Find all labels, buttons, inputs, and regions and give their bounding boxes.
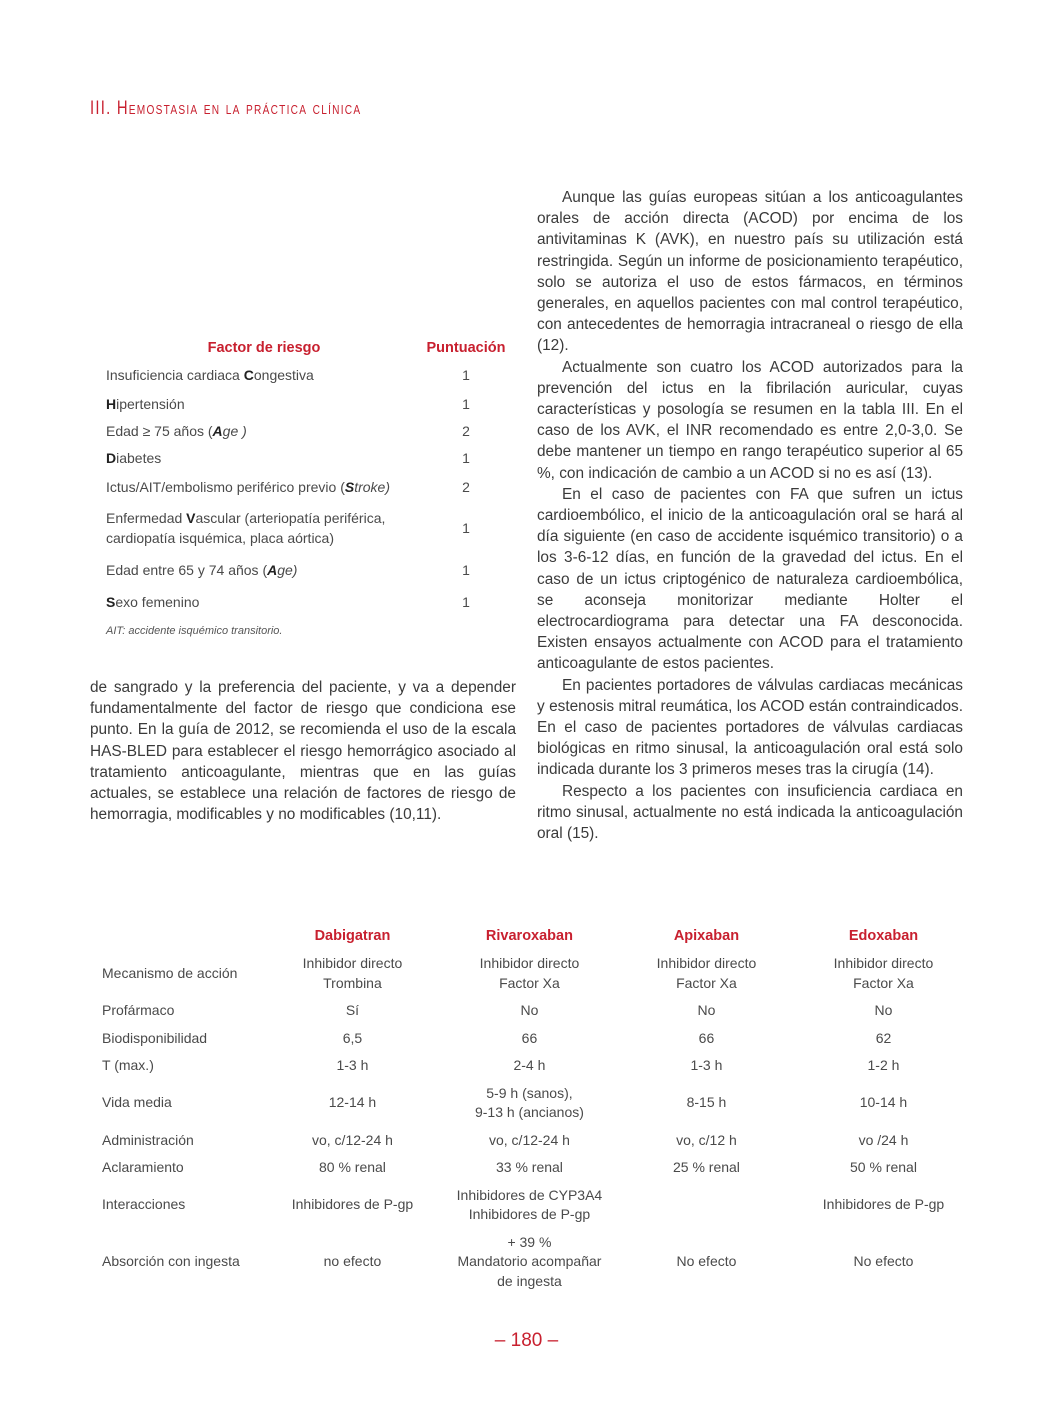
drug-cell: 10-14 h [859,1094,908,1111]
drug-table-row [92,1154,972,1182]
risk-score: 1 [462,520,470,536]
drug-cell: Inhibidor directo Factor Xa [656,955,757,991]
drug-cell: 1-3 h [336,1057,369,1073]
risk-row [96,360,516,390]
page-number: – 180 – [494,1330,559,1351]
risk-row [96,554,516,586]
risk-header-factor: Factor de riesgo [207,340,321,356]
drug-cell: no efecto [323,1253,382,1269]
drug-cell: Sí [345,1002,360,1018]
drug-row-label: Absorción con ingesta [102,1253,240,1269]
drug-cell: No [874,1002,893,1018]
risk-factor-label: Sexo femenino [106,593,200,610]
risk-factor-label: Ictus/AIT/embolismo periférico previo (Stroke) [106,478,390,495]
risk-score: 1 [462,367,470,383]
drug-cell: + 39 % Mandatorio acompañar de ingesta [457,1233,602,1289]
drug-cell: 50 % renal [850,1159,917,1175]
drug-header-empty [92,922,264,950]
drug-cell: 33 % renal [495,1159,563,1175]
risk-score: 1 [462,449,470,466]
risk-factor-label: Insuficiencia cardiaca Congestiva [106,367,314,383]
risk-factor-label: Enfermedad Vascular (arteriopatía periférica, cardiopatía isquémica, placa aórtica) [106,510,386,546]
risk-factor-label: Hipertensión [106,395,185,412]
drug-header-dabigatran: Dabigatran [314,928,391,944]
drug-cell: 6,5 [342,1029,363,1046]
drug-cell: vo, c/12-24 h [488,1131,570,1148]
right-column-text [537,187,963,844]
drug-table-row [92,1025,972,1053]
drug-cell: Inhibidores de CYP3A4 Inhibidores de P-gp [456,1186,603,1222]
drug-row-label: Interacciones [102,1196,186,1213]
drug-cell: 1-2 h [867,1057,900,1073]
risk-factor-label: Diabetes [106,449,162,466]
anticoagulant-comparison-table [92,922,972,1295]
paragraph: de sangrado y la preferencia del paciente, y va a depender fundamentalmente del factor de riesgo que condiciona ese punto. En la guía de 2012, se recomienda el uso de la escala HAS-BLED para establecer el riesgo hemorrágico asociado al tratamiento anticoagulante, mientras que en las guías actuales, se establece una relación de factores de riesgo de hemorragia, modificables y no modificables (10,11). [90,679,516,824]
drug-row-label: Vida media [102,1094,172,1111]
drug-header-edoxaban: Edoxaban [848,928,919,944]
chapter-number: III. [90,98,117,119]
drug-cell: 8-15 h [686,1094,727,1111]
drug-cell: No [520,1002,539,1018]
drug-table-row [92,1080,972,1127]
risk-row [96,444,516,471]
drug-table-row [92,997,972,1025]
paragraph: Respecto a los pacientes con insuficiencia cardiaca en ritmo sinusal, actualmente no está indicada la anticoagulación oral (15). [537,782,963,843]
risk-score: 1 [462,593,470,610]
drug-table-row [92,1052,972,1080]
paragraph: Actualmente son cuatro los ACOD autorizados para la prevención del ictus en la fibrilación auricular, cuyas características y posología se resumen en la tabla III. En el caso de los AVK, el INR recomendado es entre 2,0-3,0. Se debe mantener un tiempo en rango terapéutico superior al 65 %, con indicación de cambio a un ACOD si no es así (13). [537,358,963,482]
drug-cell: 5-9 h (sanos), 9-13 h (ancianos) [474,1084,584,1120]
drug-header-apixaban: Apixaban [673,928,740,944]
risk-header-score: Puntuación [426,340,506,356]
paragraph: Aunque las guías europeas sitúan a los anticoagulantes orales de acción directa (ACOD) por encima de los antivitaminas K (AVK), en nuestro país su utilización está restringida. Según un informe de posicionamiento terapéutico, solo se autoriza el uso de estos fármacos, en términos generales, en aquellos pacientes con mal control terapéutico, con antecedentes de hemorragia intracraneal o riesgo de ella (12). [537,189,963,355]
chapter-header [90,98,361,120]
drug-cell: vo /24 h [858,1131,909,1148]
drug-cell: Inhibidor directo Trombina [302,955,403,991]
risk-score: 2 [462,422,470,439]
drug-table-row [92,950,972,997]
drug-cell: Inhibidores de P-gp [822,1196,945,1213]
drug-cell: vo, c/12-24 h [311,1131,393,1148]
drug-cell: No efecto [853,1253,914,1269]
drug-table-row [92,1229,972,1296]
risk-table-note: AIT: accidente isquémico transitorio. [106,625,283,637]
drug-table-row [92,1127,972,1155]
risk-row [96,417,516,444]
drug-row-label: Administración [102,1131,194,1148]
drug-cell: 1-3 h [690,1057,723,1073]
risk-row [96,502,516,554]
drug-cell: 62 [875,1029,892,1046]
risk-table-header [96,336,516,360]
drug-row-label: Biodisponibilidad [102,1029,208,1046]
drug-cell: 25 % renal [672,1159,740,1175]
drug-cell: No efecto [676,1253,737,1269]
drug-cell: 12-14 h [328,1094,377,1111]
drug-table-header [92,922,972,950]
drug-cell: 80 % renal [318,1159,386,1175]
drug-table-row [92,1182,972,1229]
drug-cell [618,1182,795,1229]
risk-score: 1 [462,562,470,578]
risk-row [96,390,516,417]
risk-score: 2 [462,478,470,495]
risk-row [96,471,516,502]
drug-cell: vo, c/12 h [676,1131,737,1148]
drug-cell: Inhibidor directo Factor Xa [479,955,580,991]
drug-row-label: Aclaramiento [102,1159,184,1175]
drug-header-rivaroxaban: Rivaroxaban [485,928,573,944]
drug-cell: Inhibidor directo Factor Xa [833,955,934,991]
risk-factor-label: Edad ≥ 75 años (Age ) [106,422,247,439]
risk-factor-label: Edad entre 65 y 74 años (Age) [106,562,298,578]
drug-cell: 2-4 h [513,1057,546,1073]
drug-row-label: T (max.) [102,1057,154,1073]
risk-factor-table [96,336,516,637]
paragraph: En el caso de pacientes con FA que sufren un ictus cardioembólico, el inicio de la anticoagulación oral se hará al día siguiente (en caso de accidente isquémico transitorio) o a los 3-6-12 días, en función de la gravedad del ictus. En el caso de un ictus criptogénico de naturaleza cardioembólica, se aconseja monitorizar mediante Holter el electrocardiograma para detectar una FA desconocida. Existen ensayos actualmente con ACOD para el tratamiento anticoagulante de estos pacientes. [537,485,963,673]
drug-cell: No [697,1002,716,1018]
drug-cell: 66 [698,1029,715,1046]
risk-row [96,586,516,617]
drug-cell: 66 [521,1029,538,1046]
drug-cell: Inhibidores de P-gp [291,1196,414,1213]
drug-row-label: Profármaco [102,1002,175,1018]
chapter-title: Hemostasia en la práctica clínica [116,98,362,119]
drug-row-label: Mecanismo de acción [102,964,238,981]
risk-score: 1 [462,395,470,412]
left-column-text [90,677,516,825]
paragraph: En pacientes portadores de válvulas cardiacas mecánicas y estenosis mitral reumática, los ACOD están contraindicados. En el caso de pacientes portadores de válvulas cardiacas biológicas en ritmo sinusal, la anticoagulación oral está solo indicada durante los 3 primeros meses tras la cirugía (14). [537,676,963,779]
